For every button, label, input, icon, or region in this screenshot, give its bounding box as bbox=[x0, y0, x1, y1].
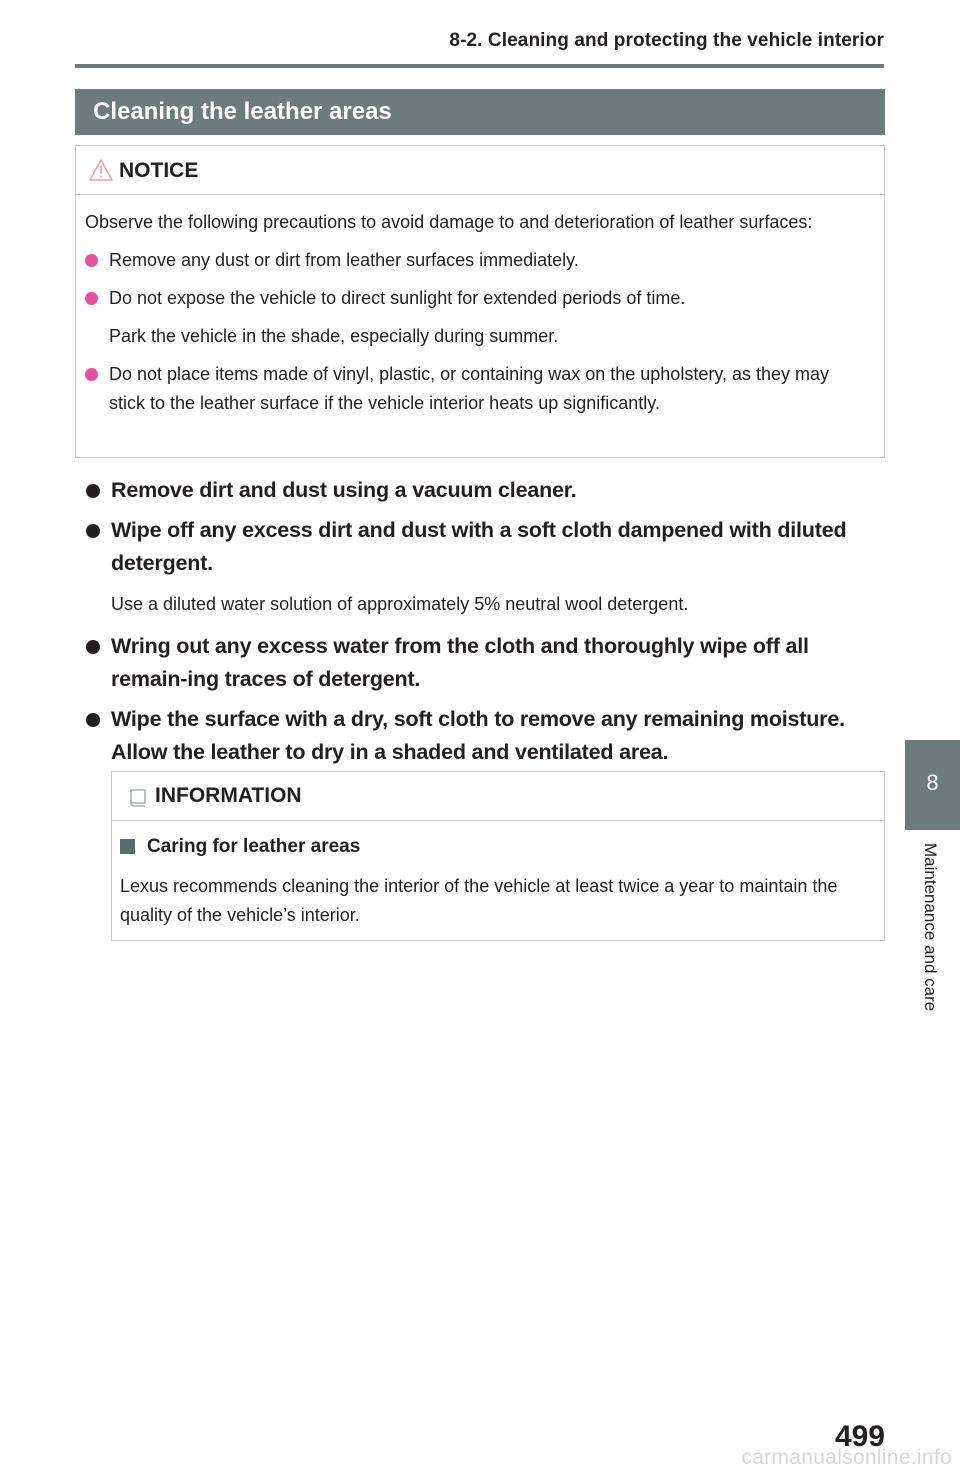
notice-body bbox=[85, 208, 870, 418]
step-item bbox=[84, 474, 884, 507]
section-heading-bar bbox=[75, 89, 885, 135]
notice-header bbox=[76, 146, 884, 195]
notice-item-note: Park the vehicle in the shade, especially during summer. bbox=[109, 326, 559, 346]
page-number: 499 bbox=[834, 1420, 885, 1453]
notice-intro: Observe the following precautions to avoid damage to and deterioration of leather surfaces: bbox=[85, 212, 813, 232]
notice-item bbox=[85, 246, 870, 275]
information-subheading-text: Caring for leather areas bbox=[147, 836, 361, 857]
information-header bbox=[112, 772, 884, 821]
step-text: Remove dirt and dust using a vacuum cleaner. bbox=[111, 478, 577, 502]
step-item bbox=[84, 514, 884, 580]
chapter-number: 8 bbox=[926, 770, 939, 795]
information-subheading bbox=[120, 832, 870, 862]
section-title: Cleaning the leather areas bbox=[93, 98, 392, 125]
notice-box bbox=[75, 145, 885, 458]
pink-bullet-icon bbox=[85, 368, 98, 381]
notice-heading: NOTICE bbox=[119, 159, 199, 182]
pink-bullet-icon bbox=[85, 254, 98, 267]
bullet-icon bbox=[86, 524, 100, 538]
book-icon bbox=[128, 788, 148, 808]
information-body bbox=[120, 832, 870, 930]
notice-item bbox=[85, 284, 870, 313]
step-item bbox=[84, 630, 884, 696]
step-text: Wipe off any excess dirt and dust with a soft cloth dampened with diluted detergent. bbox=[111, 518, 847, 575]
bullet-icon bbox=[86, 640, 100, 654]
header-divider bbox=[75, 64, 884, 68]
chapter-tab bbox=[905, 740, 960, 830]
chapter-label: Maintenance and care bbox=[921, 843, 940, 1012]
information-text: Lexus recommends cleaning the interior of the vehicle at least twice a year to maintain the quality of the vehicle’s interior. bbox=[120, 876, 838, 925]
information-box bbox=[111, 771, 885, 941]
notice-item-text: Do not expose the vehicle to direct sunlight for extended periods of time. bbox=[109, 288, 686, 308]
step-note: Use a diluted water solution of approximately 5% neutral wool detergent. bbox=[111, 594, 689, 614]
pink-bullet-icon bbox=[85, 292, 98, 305]
step-text: Wring out any excess water from the cloth and thoroughly wipe off all remain-ing traces of detergent. bbox=[111, 634, 809, 691]
cleaning-steps-list bbox=[84, 474, 884, 769]
square-bullet-icon bbox=[120, 839, 135, 854]
step-text: Wipe the surface with a dry, soft cloth to remove any remaining moisture. Allow the leather to dry in a shaded and ventilated area. bbox=[111, 707, 845, 764]
information-heading: INFORMATION bbox=[155, 784, 302, 807]
step-item bbox=[84, 703, 884, 769]
bullet-icon bbox=[86, 484, 100, 498]
running-header: 8-2. Cleaning and protecting the vehicle interior bbox=[449, 30, 884, 51]
warning-triangle-icon bbox=[88, 158, 114, 182]
bullet-icon bbox=[86, 713, 100, 727]
notice-item-text: Remove any dust or dirt from leather surfaces immediately. bbox=[109, 250, 579, 270]
watermark: carmanualsonline.info bbox=[741, 1446, 952, 1469]
notice-item-text: Do not place items made of vinyl, plastic, or containing wax on the upholstery, as they may stick to the leather surface if the vehicle interior heats up significantly. bbox=[109, 364, 830, 413]
notice-item bbox=[85, 360, 870, 418]
